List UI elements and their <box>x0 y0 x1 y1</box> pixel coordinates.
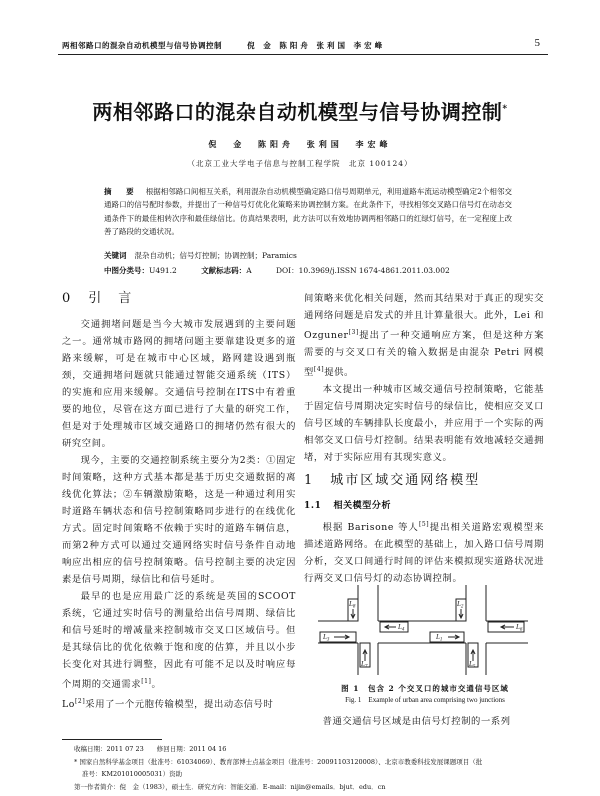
header-rule <box>58 54 548 55</box>
section-heading-network-model <box>304 472 544 490</box>
abstract-label: 摘 要 <box>104 187 140 196</box>
citation[interactable]: [5] <box>418 521 430 529</box>
section-number: 1 <box>304 473 315 489</box>
author-list: 倪 金 陈阳舟 张利国 李宏峰 <box>208 139 392 149</box>
figure-caption-en: Fig. 1 Example of urban area comprising two junctions <box>345 696 505 704</box>
doc-code-value: A <box>246 266 252 275</box>
clc-label: 中图分类号： <box>104 266 149 275</box>
paragraph-text: 采用了一个元胞传输模型，提出动态信号时 <box>85 699 274 711</box>
clc-value: U491.2 <box>149 266 177 275</box>
paragraph: 现今，主要的交通控制系统主要分为2类：①固定时间策略，这种方式基本都是基于历史交通数据的离线优化算法；②车辆激励策略，这是一种通过利用实时道路车辆状态和信号控制策略同步进行的在线优化方式。固定时间策略不依赖于实时的道路车辆信息，而第2种方式可以通过交通网络实时信号条件自动地响应出相应的信号控制策略。信号控制主要的决定因素是信号周期，绿信比和信号延时。 <box>62 455 296 585</box>
section-title: 城市区域交通网络模型 <box>330 473 481 489</box>
keywords-label: 关键词 <box>104 251 127 260</box>
paragraph <box>62 693 296 713</box>
subsection-heading <box>304 498 544 514</box>
page-number: 5 <box>534 37 540 49</box>
paragraph-after-figure: 普通交通信号区域是由信号灯控制的一系列 <box>322 716 511 727</box>
citation[interactable]: [4] <box>313 366 325 374</box>
footnote-rule <box>62 739 162 740</box>
figure-1-road-diagram <box>318 585 528 675</box>
footnotes <box>74 743 554 793</box>
paragraph <box>304 290 544 381</box>
paragraph: 交通拥堵问题是当今大城市发展遇到的主要问题之一。通常城市路网的拥堵问题主要靠建设更多的道路来缓解，可是在城市中心区域，路网建设遇到瓶颈，交通拥堵问题就只能通过智能交通系统（ITS）的实施和应用来缓解。交通信号控制在ITS中有着重要的地位，尽管在这方面已进行了大量的研究工作，但是对于处理城市区域交通路口的拥堵仍然有很大的研究空间。 <box>62 319 296 449</box>
label-l6: $L_6$ <box>516 623 523 633</box>
title-footnote-mark: * <box>502 104 508 115</box>
section-heading-introduction <box>62 290 296 308</box>
running-title: 两相邻路口的混杂自动机模型与信号协调控制 <box>62 41 222 50</box>
paragraph-text: 提出了一种交通响应方案，但是这种方案需要的与交叉口有关的输入数据是由混杂 Petri 网模型 <box>304 330 544 379</box>
footnote-received-dates: 收稿日期：2011 07 23 修回日期：2011 04 16 <box>74 745 227 753</box>
abstract <box>104 185 512 239</box>
label-l4: $L_4$ <box>398 623 405 633</box>
label-l7: $L_7$ <box>361 660 368 670</box>
intersection-diagram-svg <box>318 585 528 675</box>
author-name: Lo <box>62 699 75 711</box>
label-l1: $L_1$ <box>436 633 443 643</box>
citation[interactable]: [1] <box>141 678 152 685</box>
footnote-funding-cont: 准号：KM201010005031）资助 <box>82 770 183 778</box>
affiliation: （北京工业大学电子信息与控制工程学院 北京 100124） <box>187 159 413 168</box>
label-l5: $L_5$ <box>469 660 476 670</box>
doi: DOI：10.3969/j.ISSN 1674-4861.2011.03.002 <box>276 266 450 275</box>
running-header <box>62 40 542 51</box>
keywords-text: 混杂自动机；信号灯控制；协调控制；Paramics <box>134 251 297 260</box>
paragraph-text: 间策略来优化相关问题，然而其结果对于真正的现实交通网络问题是启发式的并且计算量很大。此外，Lei 和 Ozguner <box>304 293 544 342</box>
left-column <box>62 290 296 713</box>
paragraph <box>304 516 544 587</box>
section-number: 0 <box>62 291 73 306</box>
citation[interactable]: [3] <box>348 329 359 336</box>
label-l3: $L_3$ <box>323 633 330 643</box>
abstract-text: 根据相邻路口间相互关系，利用混杂自动机模型确定路口信号周期单元，利用道路车流运动模型确定2个相邻交通路口的信号配时参数，并提出了一种信号灯优化化策略来协调控制方案。在此条件下，寻找相邻交叉路口信号灯在动态交通条件下的最佳相转次序和最佳绿信比。仿真结果表明，此方法可以有效地协调两相邻路口的红绿灯信号，在一定程度上改善了路段的交通状况。 <box>104 187 512 237</box>
paragraph: 本文提出一种城市区域交通信号控制策略，它能基于固定信号周期决定实时信号的绿信比，使相应交叉口信号区域的车辆排队长度最小，并应用于一个实际的两相邻交叉口信号灯控制。结果表明能有效地减轻交通拥堵，对于实际应用有其现实意义。 <box>304 384 544 464</box>
paper-title <box>0 96 600 125</box>
label-l8: $L_8$ <box>349 600 356 610</box>
classification-line <box>104 265 544 276</box>
section-title: 引 言 <box>88 291 134 306</box>
paragraph-text: 提出相关道路宏观模型来描述道路网络。在此模型的基础上，加入路口信号周期分析，交叉口间通行时间的评估来模拟现实道路状况进行两交叉口信号灯的动态协调控制。 <box>304 522 544 585</box>
subsection-number: 1.1 <box>304 501 322 512</box>
keywords <box>104 250 524 261</box>
paragraph-text: 最早的也是应用最广泛的系统是英国的SCOOT系统，它通过实时信号的测量给出信号周期、绿信比和信号延时的增减量来控制城市交叉口区域信号。但是其绿信比的优化依赖于饱和度的估算，并且以小步长变化对其进行调整，因此有可能不足以及时响应每个周期的交通需求 <box>62 591 296 691</box>
doc-code-label: 文献标志码： <box>201 266 247 275</box>
running-authors: 倪 金 陈阳舟 张利国 李宏峰 <box>247 41 386 50</box>
citation[interactable]: [2] <box>74 698 86 706</box>
label-l2: $L_2$ <box>457 600 464 610</box>
paragraph-text: 提供。 <box>324 367 354 379</box>
right-column <box>304 290 544 587</box>
paper-title-text: 两相邻路口的混杂自动机模型与信号协调控制 <box>92 100 503 124</box>
paragraph-text: 根据 Barisone 等人 <box>322 522 419 534</box>
footnote-author-intro: 第一作者简介：倪 金（1983），硕士生．研究方向：智能交通．E-mail：nijin@emails．bjut．edu．cn <box>74 782 386 791</box>
footnote-funding: * 国家自然科学基金项目（批准号：61034069）、教育部博士点基金项目（批准号：20091103120008）、北京市教委科技发展课题项目（批 <box>74 757 483 766</box>
subsection-title: 相关模型分析 <box>333 501 392 512</box>
figure-caption-cn: 图 1 包含 2 个交叉口的城市交通信号区域 <box>341 684 509 693</box>
paragraph: 最早的也是应用最广泛的系统是英国的SCOOT系统，它通过实时信号的测量给出信号周期、绿信比和信号延时的增减量来控制城市交叉口区域信号。但是其绿信比的优化依赖于饱和度的估算，并且以小步长变化对其进行调整，因此有可能不足以及时响应每个周期的交通需求[1]。 <box>62 591 296 691</box>
